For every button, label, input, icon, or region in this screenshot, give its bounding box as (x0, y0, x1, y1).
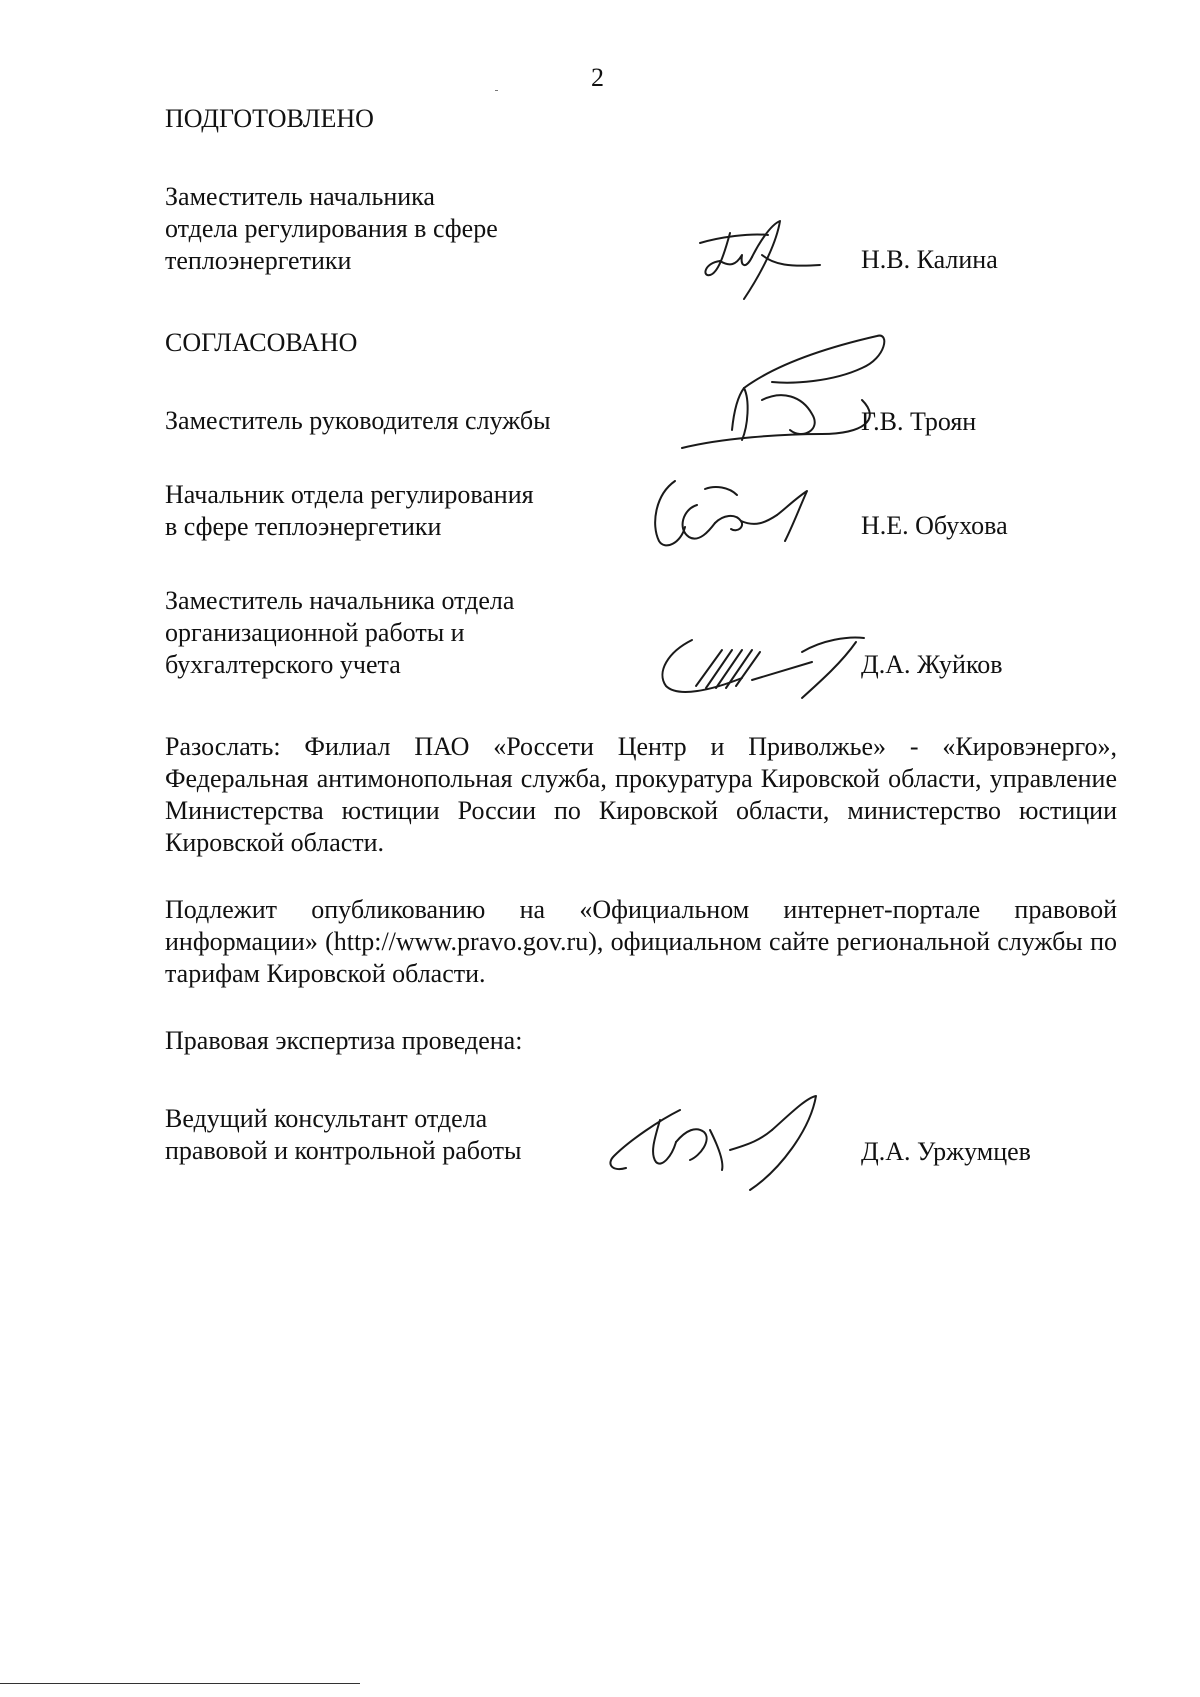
position-line: в сфере теплоэнергетики (165, 512, 442, 541)
prepared-signer-name: Н.В. Калина (861, 245, 998, 274)
position-line: Заместитель начальника отдела (165, 586, 515, 615)
agreed-signer-name-1: Г.В. Троян (861, 407, 977, 436)
agreed-signer-name-2: Н.Е. Обухова (861, 511, 1008, 540)
legal-review-position (165, 1103, 521, 1167)
position-line: Ведущий консультант отдела (165, 1104, 488, 1133)
publication-paragraph: Подлежит опубликованию на «Официальном интернет-портале правовой информации» (http://www.pravo.gov.ru), официальном сайте региональной службы по тарифам Кировской области. (165, 895, 1117, 988)
distribution-paragraph: Разослать: Филиал ПАО «Россети Центр и Приволжье» - «Кировэнерго», Федеральная антимонопольная служба, прокуратура Кировской области, управление Министерства юстиции России по Кировской области, министерство юстиции Кировской области. (165, 732, 1117, 857)
position-line: правовой и контрольной работы (165, 1136, 522, 1165)
position-line: Заместитель руководителя службы (165, 406, 551, 435)
signature-kalina (690, 215, 830, 305)
signature-zhuykov (652, 628, 872, 708)
signature-troyan (672, 330, 892, 470)
agreed-position-3 (165, 585, 514, 681)
position-line: бухгалтерского учета (165, 650, 401, 679)
signature-urzhumtsev (600, 1090, 830, 1200)
agreed-signer-name-3: Д.А. Жуйков (861, 650, 1003, 679)
prepared-position (165, 181, 498, 277)
position-line: Заместитель начальника (165, 182, 435, 211)
prepared-heading: ПОДГОТОВЛЕНО (165, 104, 374, 133)
position-line: организационной работы и (165, 618, 465, 647)
position-line: отдела регулирования в сфере (165, 214, 498, 243)
agreed-heading: СОГЛАСОВАНО (165, 328, 358, 357)
position-line: Начальник отдела регулирования (165, 480, 534, 509)
legal-review-heading: Правовая экспертиза проведена: (165, 1026, 523, 1055)
agreed-position-1 (165, 405, 551, 437)
agreed-position-2 (165, 479, 534, 543)
page-number: 2 (591, 63, 604, 92)
scan-speck (495, 90, 498, 91)
signature-obukhova (645, 465, 825, 555)
bottom-rule (0, 1683, 360, 1684)
legal-review-signer-name: Д.А. Уржумцев (861, 1137, 1031, 1166)
position-line: теплоэнергетики (165, 246, 352, 275)
